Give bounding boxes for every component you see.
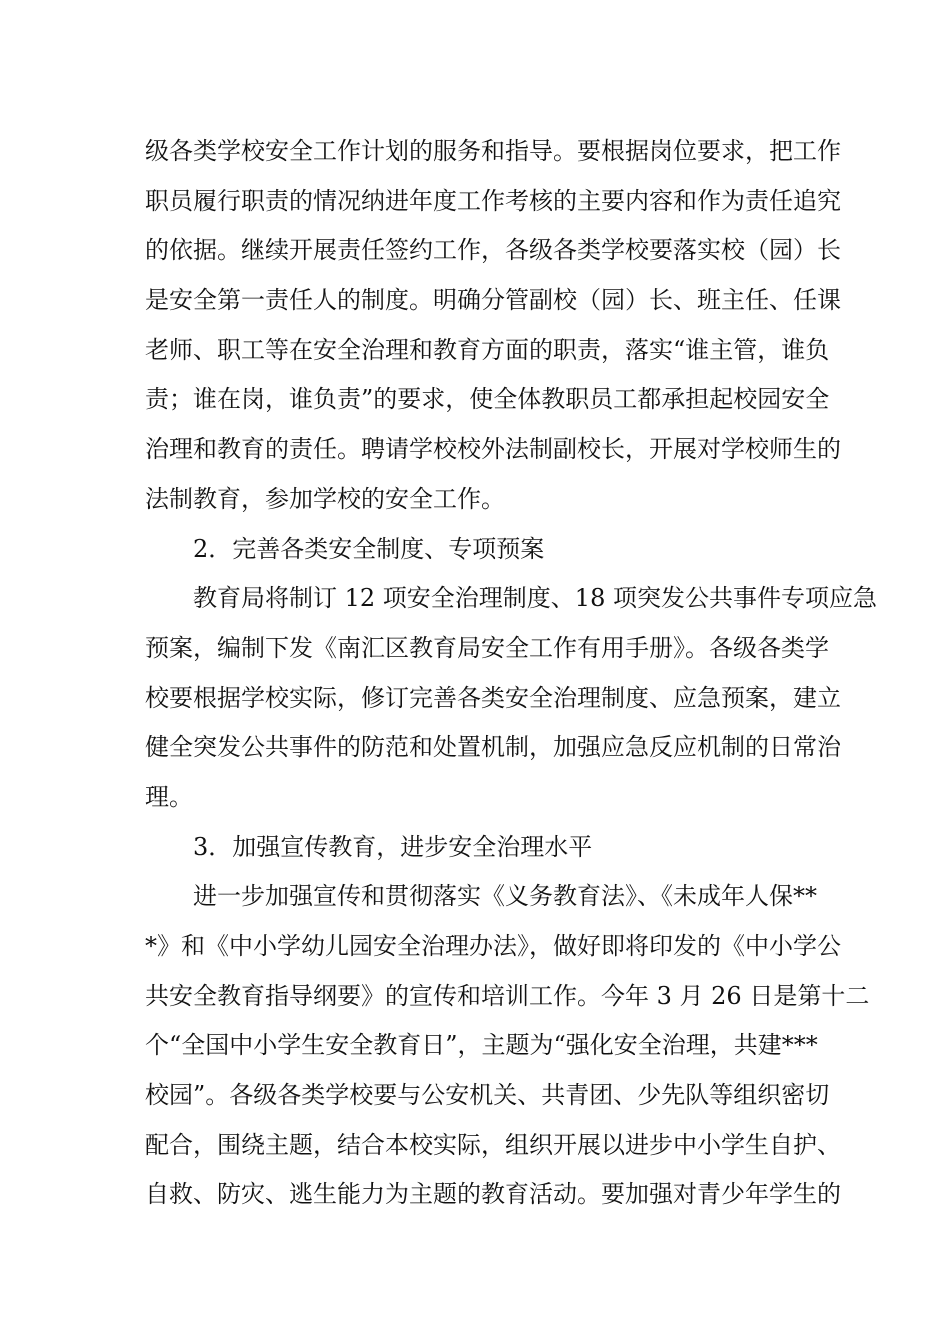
body-line: 理。 [145,782,193,811]
body-line: 校园”。各级各类学校要与公安机关、共青团、少先队等组织密切 [145,1081,830,1110]
body-line: 治理和教育的责任。聘请学校校外法制副校长，开展对学校师生的 [145,435,841,464]
body-line: 个“全国中小学生安全教育日”，主题为“强化安全治理，共建*** [145,1031,818,1060]
body-line: 法制教育，参加学校的安全工作。 [145,484,505,513]
body-line: 自救、防灾、逃生能力为主题的教育活动。要加强对青少年学生的 [145,1180,841,1209]
body-line: *》和《中小学幼儿园安全治理办法》，做好即将印发的《中小学公 [145,932,841,960]
section-heading: 2．完善各类安全制度、专项预案 [193,534,545,563]
body-line: 预案，编制下发《南汇区教育局安全工作有用手册》。各级各类学 [145,633,829,662]
section-heading: 3．加强宣传教育，进步安全治理水平 [193,832,593,861]
body-line: 教育局将制订 12 项安全治理制度、18 项突发公共事件专项应急 [193,584,877,613]
body-line: 责；谁在岗，谁负责”的要求，使全体教职员工都承担起校园安全 [145,385,830,414]
body-line: 是安全第一责任人的制度。明确分管副校（园）长、班主任、任课 [145,286,841,315]
body-line: 健全突发公共事件的防范和处置机制，加强应急反应机制的日常治 [145,733,841,762]
body-line: 配合，围绕主题，结合本校实际，组织开展以进步中小学生自护、 [145,1130,841,1159]
document-body [145,127,877,1220]
body-line: 的依据。继续开展责任签约工作，各级各类学校要落实校（园）长 [145,236,841,265]
body-line: 进一步加强宣传和贯彻落实《义务教育法》、《未成年人保** [193,882,817,911]
body-line: 校要根据学校实际，修订完善各类安全治理制度、应急预案，建立 [145,683,841,712]
body-line: 级各类学校安全工作计划的服务和指导。要根据岗位要求，把工作 [145,137,841,165]
body-line: 职员履行职责的情况纳进年度工作考核的主要内容和作为责任追究 [145,186,841,215]
body-line: 老师、职工等在安全治理和教育方面的职责，落实“谁主管，谁负 [145,335,830,364]
body-line: 共安全教育指导纲要》的宣传和培训工作。今年 3 月 26 日是第十二 [145,981,870,1010]
